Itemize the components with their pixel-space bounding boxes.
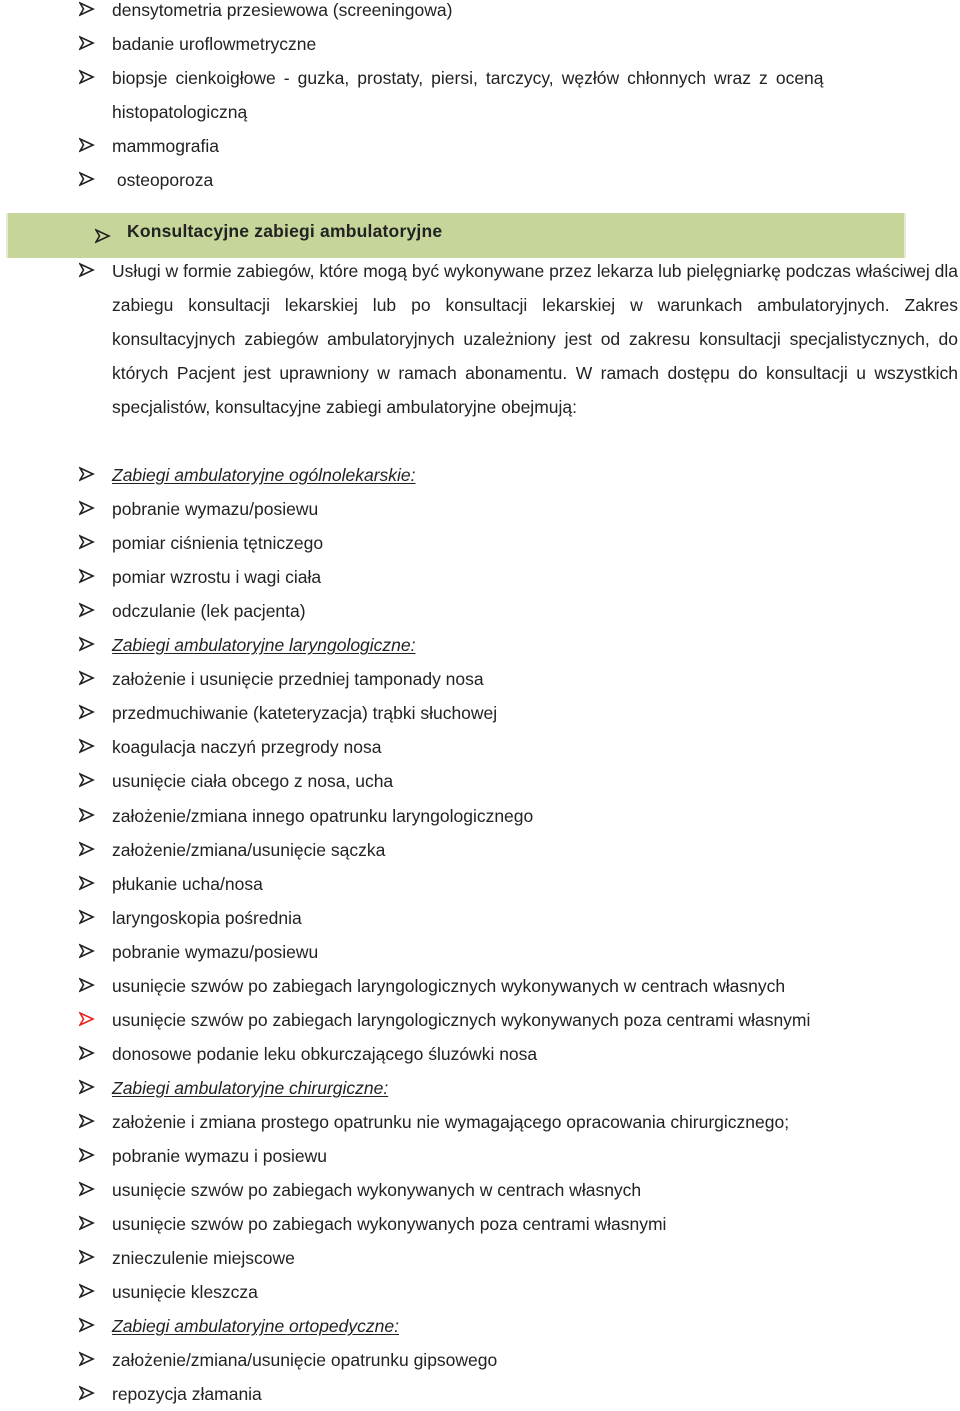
list-item bbox=[0, 129, 960, 163]
list-item bbox=[0, 163, 960, 197]
list-item-continuation bbox=[0, 95, 960, 129]
list-item-text: histopatologiczną bbox=[112, 102, 248, 122]
arrowhead-bullet-icon bbox=[79, 1283, 95, 1299]
list-item-text: pomiar wzrostu i wagi ciała bbox=[112, 567, 322, 588]
list-item-text: usunięcie szwów po zabiegach laryngologicznych wykonywanych poza centrami własnymi bbox=[112, 1009, 811, 1030]
list-item bbox=[0, 935, 960, 969]
list-item-text: biopsje cienkoigłowe - guzka, prostaty, piersi, tarczycy, węzłów chłonnych wraz z oceną bbox=[112, 68, 824, 88]
subsection-heading bbox=[0, 458, 960, 492]
list-item bbox=[0, 1343, 960, 1377]
list-item-text: usunięcie szwów po zabiegach wykonywanych w centrach własnych bbox=[112, 1180, 642, 1201]
arrowhead-bullet-icon bbox=[79, 943, 95, 959]
list-item bbox=[0, 696, 960, 730]
list-item bbox=[0, 1377, 960, 1411]
arrowhead-bullet-icon bbox=[79, 738, 95, 754]
arrowhead-bullet-icon bbox=[79, 807, 95, 823]
subsection-heading-text: Zabiegi ambulatoryjne ortopedyczne: bbox=[112, 1316, 399, 1337]
intro-paragraph: Usługi w formie zabiegów, które mogą być wykonywane przez lekarza lub pielęgniarkę podczas właściwej dla zabiegu konsultacji lekarskiej lub po konsultacji lekarskiej w warunkach ambulatoryjnych. Zakres konsultacyjnych zabiegów ambulatoryjnych uzależniony jest od zakresu konsultacji specjalistycznych, do których Pacjent jest uprawniony w ramach abonamentu. W ramach dostępu do konsultacji u wszystkich specjalistów, konsultacyjne zabiegi ambulatoryjne obejmują: bbox=[112, 261, 958, 417]
list-item bbox=[0, 833, 960, 867]
section-heading-banner bbox=[6, 213, 906, 258]
arrowhead-bullet-icon bbox=[79, 1215, 95, 1231]
subsection-heading-text: Zabiegi ambulatoryjne chirurgiczne: bbox=[112, 1077, 389, 1098]
list-item bbox=[0, 799, 960, 833]
list-item bbox=[0, 1037, 960, 1071]
list-item-text: pobranie wymazu i posiewu bbox=[112, 1146, 327, 1166]
list-item-text: założenie/zmiana innego opatrunku laryngologicznego bbox=[112, 805, 534, 826]
arrowhead-bullet-icon bbox=[79, 841, 95, 857]
arrowhead-bullet-icon bbox=[79, 568, 95, 584]
list-item bbox=[0, 526, 960, 560]
list-item-text: laryngoskopia pośrednia bbox=[112, 907, 302, 928]
list-item bbox=[0, 901, 960, 935]
arrowhead-bullet-icon bbox=[79, 1113, 95, 1129]
arrowhead-bullet-icon bbox=[79, 1249, 95, 1265]
list-item-text: pobranie wymazu/posiewu bbox=[112, 941, 319, 962]
list-item-text: osteoporoza bbox=[112, 170, 214, 190]
list-item-text: pobranie wymazu/posiewu bbox=[112, 499, 319, 520]
list-item-text: usunięcie szwów po zabiegach laryngologicznych wykonywanych w centrach własnych bbox=[112, 975, 786, 996]
arrowhead-bullet-icon bbox=[79, 35, 95, 51]
list-item-text: założenie i usunięcie przedniej tamponady nosa bbox=[112, 669, 484, 690]
list-item-text: pomiar ciśnienia tętniczego bbox=[112, 533, 324, 554]
list-item-text: założenie/zmiana/usunięcie sączka bbox=[112, 839, 386, 860]
list-item bbox=[0, 61, 960, 95]
arrowhead-bullet-icon bbox=[79, 137, 95, 153]
arrowhead-bullet-icon bbox=[79, 909, 95, 925]
list-item bbox=[0, 594, 960, 628]
list-item bbox=[0, 1173, 960, 1207]
arrowhead-bullet-icon bbox=[79, 1, 95, 17]
list-item-text: odczulanie (lek pacjenta) bbox=[112, 601, 306, 622]
section-heading: Konsultacyjne zabiegi ambulatoryjne bbox=[127, 221, 443, 241]
list-item-text: płukanie ucha/nosa bbox=[112, 873, 263, 894]
list-item bbox=[0, 969, 960, 1003]
list-item bbox=[0, 1105, 960, 1139]
list-item-text: usunięcie szwów po zabiegach wykonywanych poza centrami własnymi bbox=[112, 1214, 667, 1235]
arrowhead-bullet-icon bbox=[79, 977, 95, 993]
arrowhead-bullet-icon bbox=[79, 636, 95, 652]
list-item bbox=[0, 560, 960, 594]
list-item bbox=[0, 1003, 960, 1037]
list-item-text: densytometria przesiewowa (screeningowa) bbox=[112, 0, 453, 20]
list-item bbox=[0, 0, 960, 27]
arrowhead-bullet-icon bbox=[79, 466, 95, 482]
list-item-text: założenie/zmiana/usunięcie opatrunku gipsowego bbox=[112, 1350, 498, 1371]
arrowhead-bullet-icon bbox=[79, 1079, 95, 1095]
arrowhead-bullet-icon bbox=[79, 1181, 95, 1197]
arrowhead-bullet-icon bbox=[79, 1351, 95, 1367]
arrowhead-bullet-icon bbox=[79, 1385, 95, 1401]
list-item-text: założenie i zmiana prostego opatrunku nie wymagającego opracowania chirurgicznego; bbox=[112, 1111, 790, 1132]
list-item-text: donosowe podanie leku obkurczającego śluzówki nosa bbox=[112, 1043, 538, 1064]
subsection-heading bbox=[0, 628, 960, 662]
list-item-text: znieczulenie miejscowe bbox=[112, 1248, 295, 1269]
arrowhead-bullet-icon bbox=[79, 500, 95, 516]
list-item-text: usunięcie ciała obcego z nosa, ucha bbox=[112, 771, 394, 792]
list-item bbox=[0, 730, 960, 764]
arrowhead-bullet-icon bbox=[79, 534, 95, 550]
list-item-text: badanie uroflowmetryczne bbox=[112, 34, 317, 54]
arrowhead-bullet-icon bbox=[79, 1011, 95, 1027]
subsection-heading-text: Zabiegi ambulatoryjne laryngologiczne: bbox=[112, 635, 416, 656]
arrowhead-bullet-icon bbox=[79, 262, 95, 278]
subsection-heading bbox=[0, 1309, 960, 1343]
arrowhead-bullet-icon bbox=[95, 228, 111, 244]
list-item bbox=[0, 867, 960, 901]
list-item-text: usunięcie kleszcza bbox=[112, 1282, 258, 1303]
list-item bbox=[0, 1207, 960, 1241]
list-item bbox=[0, 662, 960, 696]
arrowhead-bullet-icon bbox=[79, 772, 95, 788]
list-item bbox=[0, 1241, 960, 1275]
subsection-heading-text: Zabiegi ambulatoryjne ogólnolekarskie: bbox=[112, 465, 416, 485]
arrowhead-bullet-icon bbox=[79, 69, 95, 85]
arrowhead-bullet-icon bbox=[79, 602, 95, 618]
list-item bbox=[0, 492, 960, 526]
list-item bbox=[0, 1275, 960, 1309]
list-item bbox=[0, 27, 960, 61]
arrowhead-bullet-icon bbox=[79, 171, 95, 187]
list-item-text: mammografia bbox=[112, 136, 219, 156]
arrowhead-bullet-icon bbox=[79, 875, 95, 891]
arrowhead-bullet-icon bbox=[79, 1045, 95, 1061]
arrowhead-bullet-icon bbox=[79, 670, 95, 686]
list-item-text: repozycja złamania bbox=[112, 1384, 262, 1405]
arrowhead-bullet-icon bbox=[79, 1147, 95, 1163]
list-item-text: przedmuchiwanie (kateteryzacja) trąbki słuchowej bbox=[112, 703, 498, 724]
list-item bbox=[0, 1139, 960, 1173]
arrowhead-bullet-icon bbox=[79, 1317, 95, 1333]
subsection-heading bbox=[0, 1071, 960, 1105]
list-item bbox=[0, 764, 960, 798]
list-item-text: koagulacja naczyń przegrody nosa bbox=[112, 737, 382, 758]
arrowhead-bullet-icon bbox=[79, 704, 95, 720]
